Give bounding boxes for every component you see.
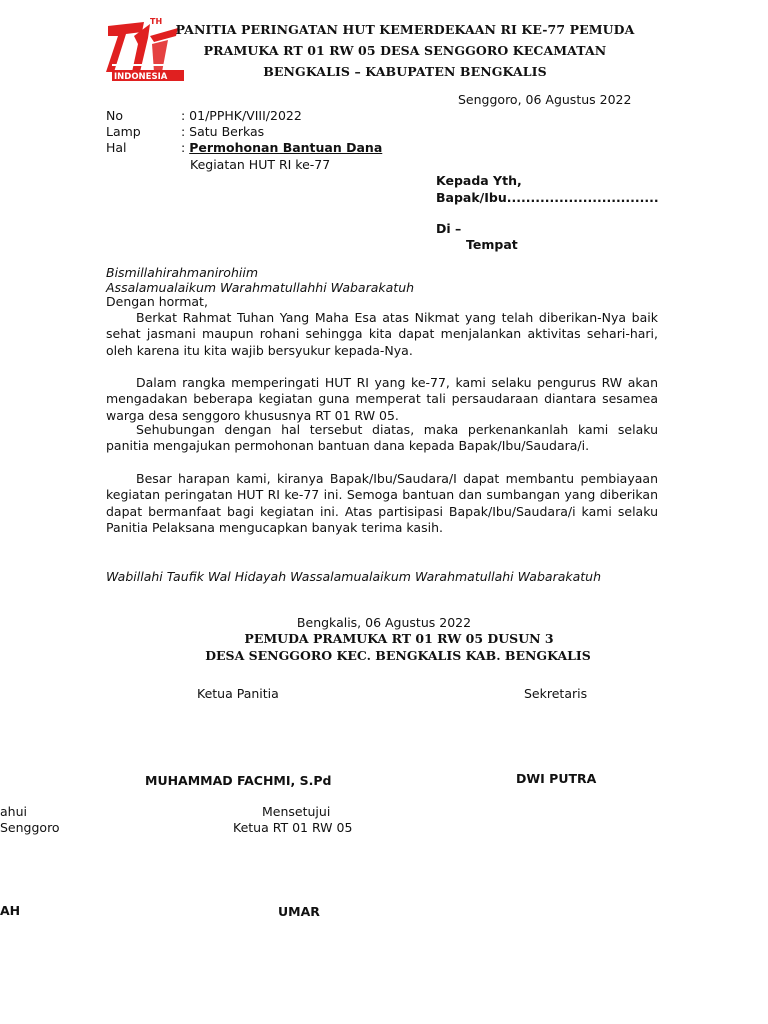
header-line-2: PRAMUKA RT 01 RW 05 DESA SENGGORO KECAMATAN xyxy=(203,43,607,58)
signature-place-date: Bengkalis, 06 Agustus 2022 xyxy=(296,615,472,630)
right-signer-name: DWI PUTRA xyxy=(516,771,597,786)
paragraph-2: Dalam rangka memperingati HUT RI yang ke-77, kami selaku pengurus RW akan mengadakan beberapa kegiatan guna memperat tali persaudaraan diantara sesamea warga desa senggoro khususnya RT 01 RW 05. xyxy=(106,375,658,423)
paragraph-4: Besar harapan kami, kiranya Bapak/Ibu/Saudara/I dapat membantu pembiayaan kegiatan peringatan HUT RI ke-77 ini. Semoga bantuan dan sumbangan yang diberikan dapat bermanfaat bagi kegiatan ini. Atas partisipasi Bapak/Ibu/Saudara/i kami selaku Panitia Pelaksana mengucapkan banyak terima kasih. xyxy=(106,471,658,536)
recipient-line-1: Kepada Yth, xyxy=(436,173,522,188)
right-role: Sekretaris xyxy=(524,686,588,701)
opening-basmalah: Bismillahirahmanirohiim xyxy=(106,265,258,280)
left-role: Ketua Panitia xyxy=(197,686,279,701)
closing-salam: Wabillahi Taufik Wal Hidayah Wassalamualaikum Warahmatullahi Wabarakatuh xyxy=(106,569,602,584)
recipient-line-4: Tempat xyxy=(466,237,518,252)
cut-left-line-1: ahui xyxy=(0,804,27,819)
lamp-label: Lamp xyxy=(106,124,141,139)
recipient-line-3: Di – xyxy=(436,221,462,236)
hal-row xyxy=(181,140,382,155)
cut-left-line-2: Senggoro xyxy=(0,820,60,835)
no-value: : 01/PPHK/VIII/2022 xyxy=(181,108,302,123)
no-label: No xyxy=(106,108,123,123)
signature-org-1: PEMUDA PRAMUKA RT 01 RW 05 DUSUN 3 xyxy=(244,631,554,646)
hal-label: Hal xyxy=(106,140,127,155)
paragraph-3: Sehubungan dengan hal tersebut diatas, maka perkenankanlah kami selaku panitia mengajukan permohonan bantuan dana kepada Bapak/Ibu/Saudara/i. xyxy=(106,422,658,454)
lamp-value: : Satu Berkas xyxy=(181,124,265,139)
hal-value: Permohonan Bantuan Dana xyxy=(189,140,383,155)
approve-line-1: Mensetujui xyxy=(262,804,331,819)
place-date: Senggoro, 06 Agustus 2022 xyxy=(458,92,632,107)
logo-indonesia-text: INDONESIA xyxy=(114,72,168,82)
approve-line-2: Ketua RT 01 RW 05 xyxy=(233,820,353,835)
cut-left-name: AH xyxy=(0,903,21,918)
left-signer-name: MUHAMMAD FACHMI, S.Pd xyxy=(145,773,332,788)
paragraph-1: Berkat Rahmat Tuhan Yang Maha Esa atas Nikmat yang telah diberikan-Nya baik sehat jasmani maupun rohani sehingga kita dapat menjalankan aktivitas sehari-hari, oleh karena itu kita wajib bersyukur kepada-Nya. xyxy=(106,310,658,358)
approver-name: UMAR xyxy=(278,904,320,919)
signature-org-2: DESA SENGGORO KEC. BENGKALIS KAB. BENGKALIS xyxy=(205,648,591,663)
hal-colon: : xyxy=(181,140,186,155)
opening-salam: Assalamualaikum Warahmatullahhi Wabarakatuh xyxy=(106,280,415,295)
header-line-1: PANITIA PERINGATAN HUT KEMERDEKAAN RI KE-77 PEMUDA xyxy=(175,22,635,37)
greeting: Dengan hormat, xyxy=(106,294,208,309)
recipient-line-2: Bapak/Ibu................................ xyxy=(436,190,659,205)
logo-th-text: TH xyxy=(150,17,163,26)
hal-sub: Kegiatan HUT RI ke-77 xyxy=(190,157,331,172)
header-line-3: BENGKALIS – KABUPATEN BENGKALIS xyxy=(263,64,547,79)
